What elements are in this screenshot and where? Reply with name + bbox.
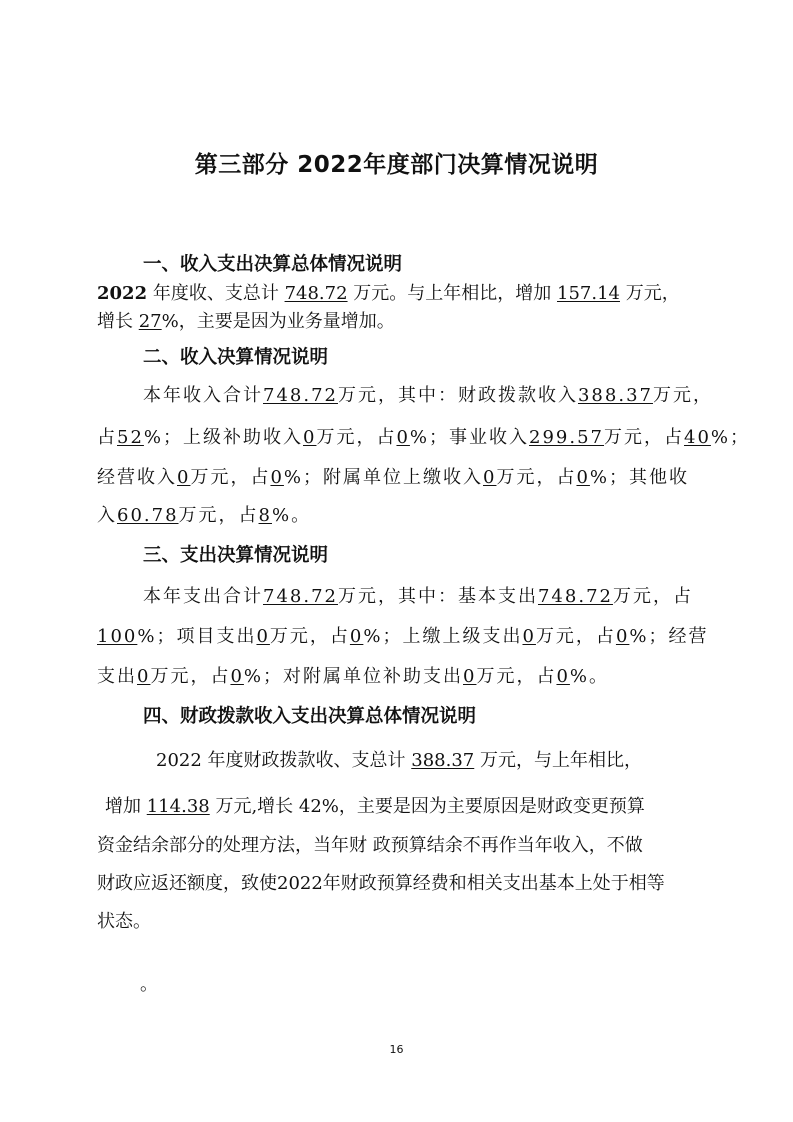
section-3-line-1: 本年支出合计748.72万元，其中：基本支出748.72万元，占	[143, 586, 693, 607]
section-4-line-5: 状态。	[97, 911, 151, 932]
section-2-line-2: 占52%；上级补助收入0万元，占0%；事业收入299.57万元，占40%；	[97, 427, 751, 448]
section-4-line-3: 资金结余部分的处理方法，当年财 政预算结余不再作当年收入，不做	[97, 835, 643, 856]
section-1-heading: 一、收入支出决算总体情况说明	[143, 254, 403, 275]
section-3-line-3: 支出0万元，占0%；对附属单位补助支出0万元，占0%。	[97, 666, 610, 687]
page-number: 16	[389, 1043, 404, 1056]
page-title: 第三部分 2022年度部门决算情况说明	[194, 152, 599, 178]
section-1-line-1: 2022 年度收、支总计 748.72 万元。与上年相比，增加 157.14 万元，	[97, 283, 680, 304]
section-1-line-2: 增长 27%，主要是因为业务量增加。	[97, 311, 395, 332]
section-4-line-4: 财政应返还额度，致使2022年财政预算经费和相关支出基本上处于相等	[97, 873, 665, 894]
section-4-heading: 四、财政拨款收入支出决算总体情况说明	[143, 706, 477, 727]
section-2-heading: 二、收入决算情况说明	[143, 347, 329, 368]
section-2-line-3: 经营收入0万元，占0%；附属单位上缴收入0万元，占0%；其他收	[97, 467, 690, 488]
trailing-mark: 。	[140, 974, 158, 995]
section-3-line-2: 100%；项目支出0万元，占0%；上缴上级支出0万元，占0%；经营	[97, 626, 709, 647]
section-2-line-4: 入60.78万元，占8%。	[97, 505, 312, 526]
section-3-heading: 三、支出决算情况说明	[143, 545, 329, 566]
section-4-line-2: 增加 114.38 万元,增长 42%，主要是因为主要原因是财政变更预算	[105, 796, 645, 817]
section-2-line-1: 本年收入合计748.72万元，其中：财政拨款收入388.37万元，	[143, 385, 713, 406]
section-4-line-1: 2022 年度财政拨款收、支总计 388.37 万元，与上年相比，	[156, 750, 642, 771]
